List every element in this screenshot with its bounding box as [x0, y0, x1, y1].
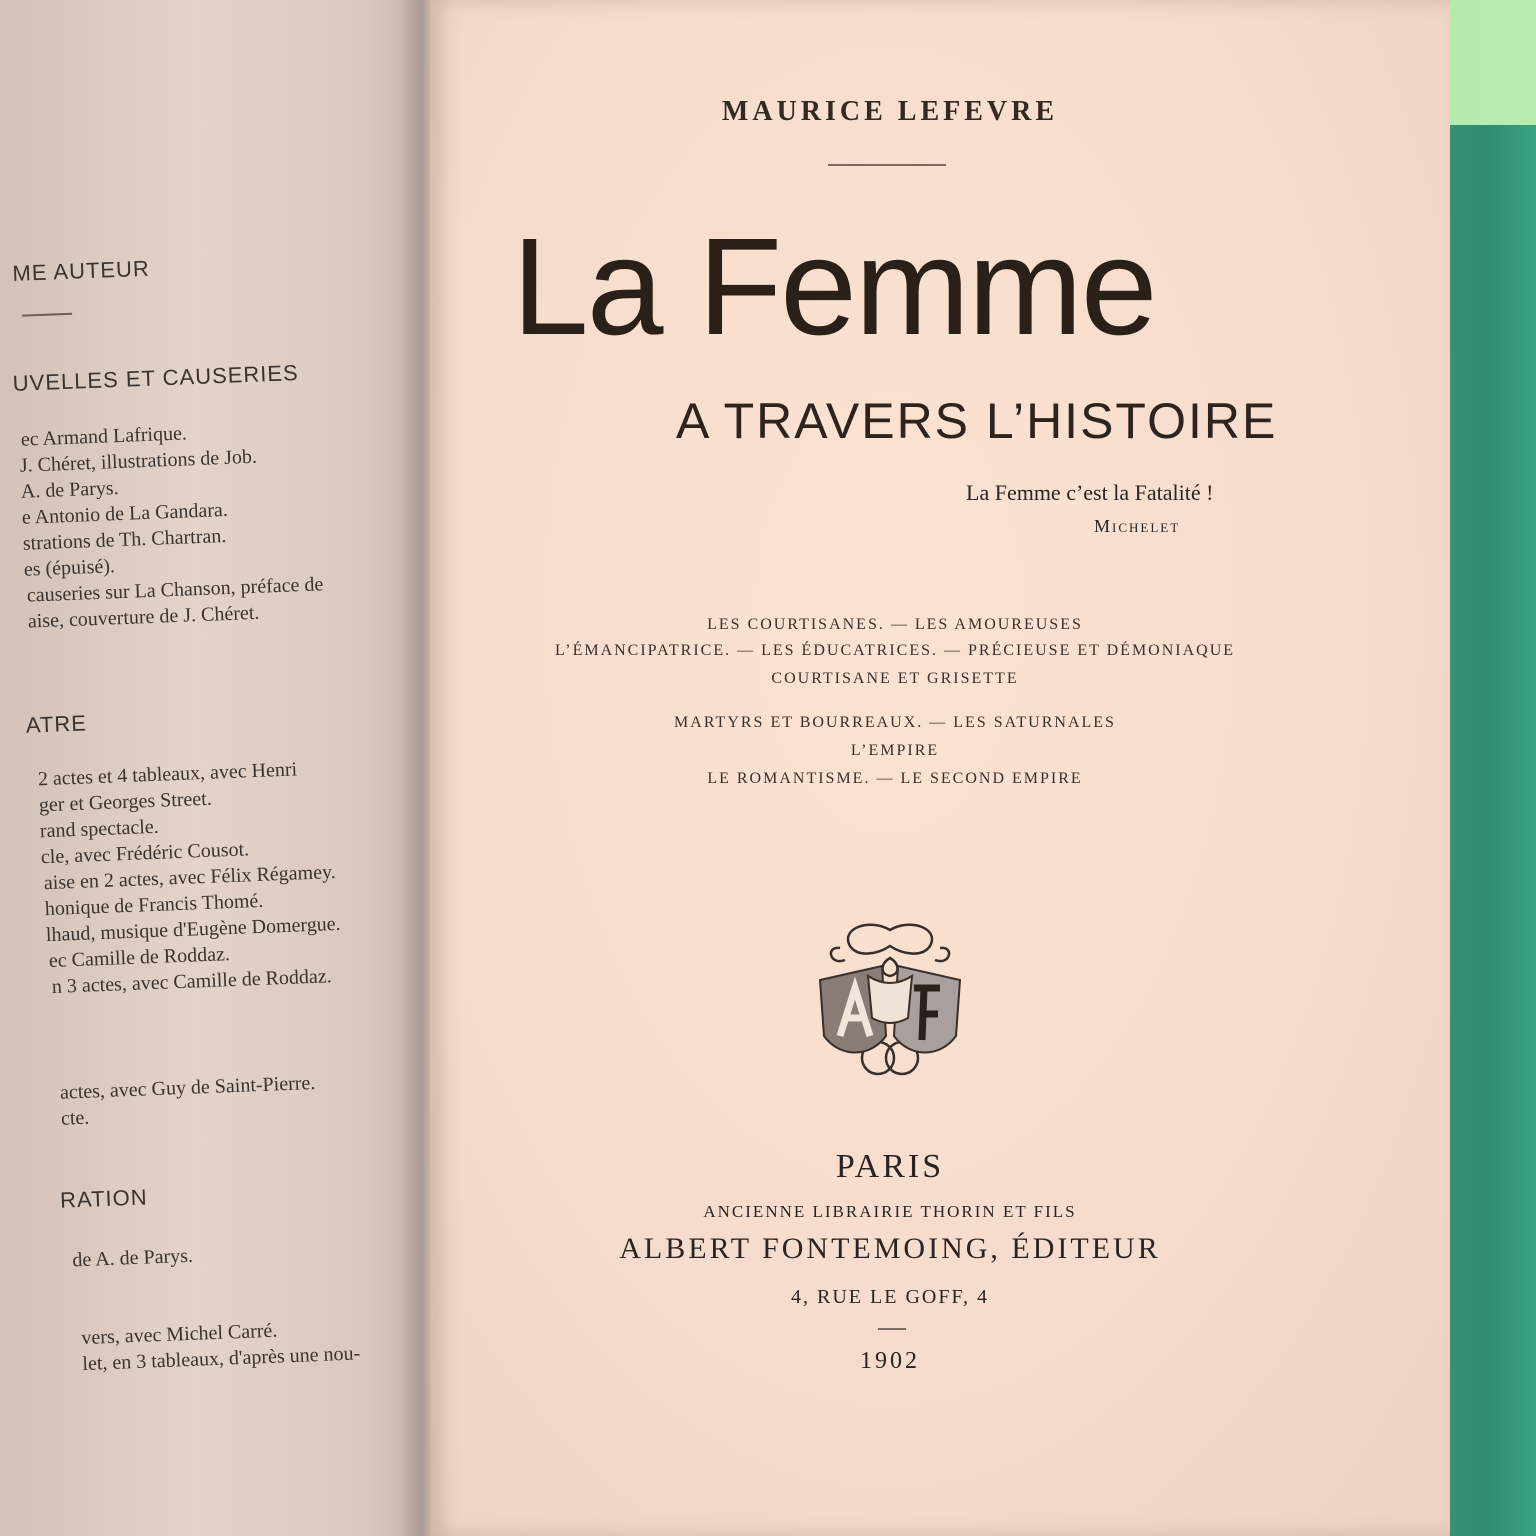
publication-year: 1902 — [860, 1348, 920, 1374]
left-line: es (épuisé). — [23, 555, 116, 581]
author-name: MAURICE LEFEVRE — [721, 96, 1059, 127]
publication-city: PARIS — [835, 1148, 945, 1185]
contents-line: LE ROMANTISME. — LE SECOND EMPIRE — [707, 770, 1083, 787]
book-subtitle: A TRAVERS L’HISTOIRE — [676, 393, 1278, 449]
left-line: de A. de Parys. — [72, 1244, 194, 1272]
left-line: causeries sur La Chanson, préface de — [26, 573, 324, 607]
left-line: let, en 3 tableaux, d'après une nou- — [82, 1342, 361, 1376]
left-line: strations de Th. Chartran. — [22, 524, 227, 555]
contents-line: COURTISANE ET GRISETTE — [771, 670, 1019, 687]
left-line: ec Camille de Roddaz. — [48, 943, 231, 973]
publisher-name: ALBERT FONTEMOING, ÉDITEUR — [619, 1232, 1161, 1265]
left-line: lhaud, musique d'Eugène Domergue. — [45, 912, 341, 947]
left-heading-theatre: ATRE — [25, 710, 88, 738]
publisher-address: 4, RUE LE GOFF, 4 — [791, 1286, 989, 1308]
contents-line: L’EMPIRE — [850, 742, 940, 759]
left-page — [0, 0, 438, 1536]
left-page-text — [0, 0, 438, 1535]
left-line: cte. — [60, 1106, 90, 1130]
left-line: n 3 actes, avec Camille de Roddaz. — [51, 965, 333, 998]
left-line: A. de Parys. — [20, 477, 120, 503]
contents-line: LES COURTISANES. — LES AMOUREUSES — [707, 616, 1083, 633]
left-line: ger et Georges Street. — [38, 787, 213, 817]
left-line: e Antonio de La Gandara. — [21, 498, 229, 529]
left-heading-collaboration: RATION — [59, 1184, 149, 1213]
left-line: rand spectacle. — [39, 815, 160, 843]
publisher-monogram-emblem — [800, 918, 980, 1093]
epigraph-author: Michelet — [1094, 516, 1181, 536]
address-rule — [878, 1328, 906, 1330]
left-line: J. Chéret, illustrations de Job. — [19, 445, 258, 477]
bookshop-name: ANCIENNE LIBRAIRIE THORIN ET FILS — [703, 1202, 1077, 1221]
left-line: vers, avec Michel Carré. — [81, 1319, 278, 1350]
book-title: La Femme — [512, 210, 1156, 364]
contents-line: MARTYRS ET BOURREAUX. — LES SATURNALES — [674, 714, 1116, 731]
epigraph: La Femme c’est la Fatalité ! — [966, 480, 1214, 505]
left-line: honique de Francis Thomé. — [44, 889, 264, 921]
left-heading-nouvelles: UVELLES ET CAUSERIES — [12, 360, 300, 397]
left-line: aise, couverture de J. Chéret. — [27, 601, 260, 633]
left-line: actes, avec Guy de Saint-Pierre. — [59, 1071, 316, 1104]
left-rule — [22, 313, 72, 317]
left-line: 2 actes et 4 tableaux, avec Henri — [37, 758, 298, 791]
left-line: aise en 2 actes, avec Félix Régamey. — [43, 860, 337, 895]
left-line: ec Armand Lafrique. — [20, 422, 188, 451]
author-rule — [828, 164, 946, 166]
left-line: cle, avec Frédéric Cousot. — [40, 838, 250, 869]
contents-line: L’ÉMANCIPATRICE. — LES ÉDUCATRICES. — PRÉCIEUSE ET DÉMONIAQUE — [554, 642, 1236, 659]
left-heading-author: ME AUTEUR — [12, 255, 151, 286]
